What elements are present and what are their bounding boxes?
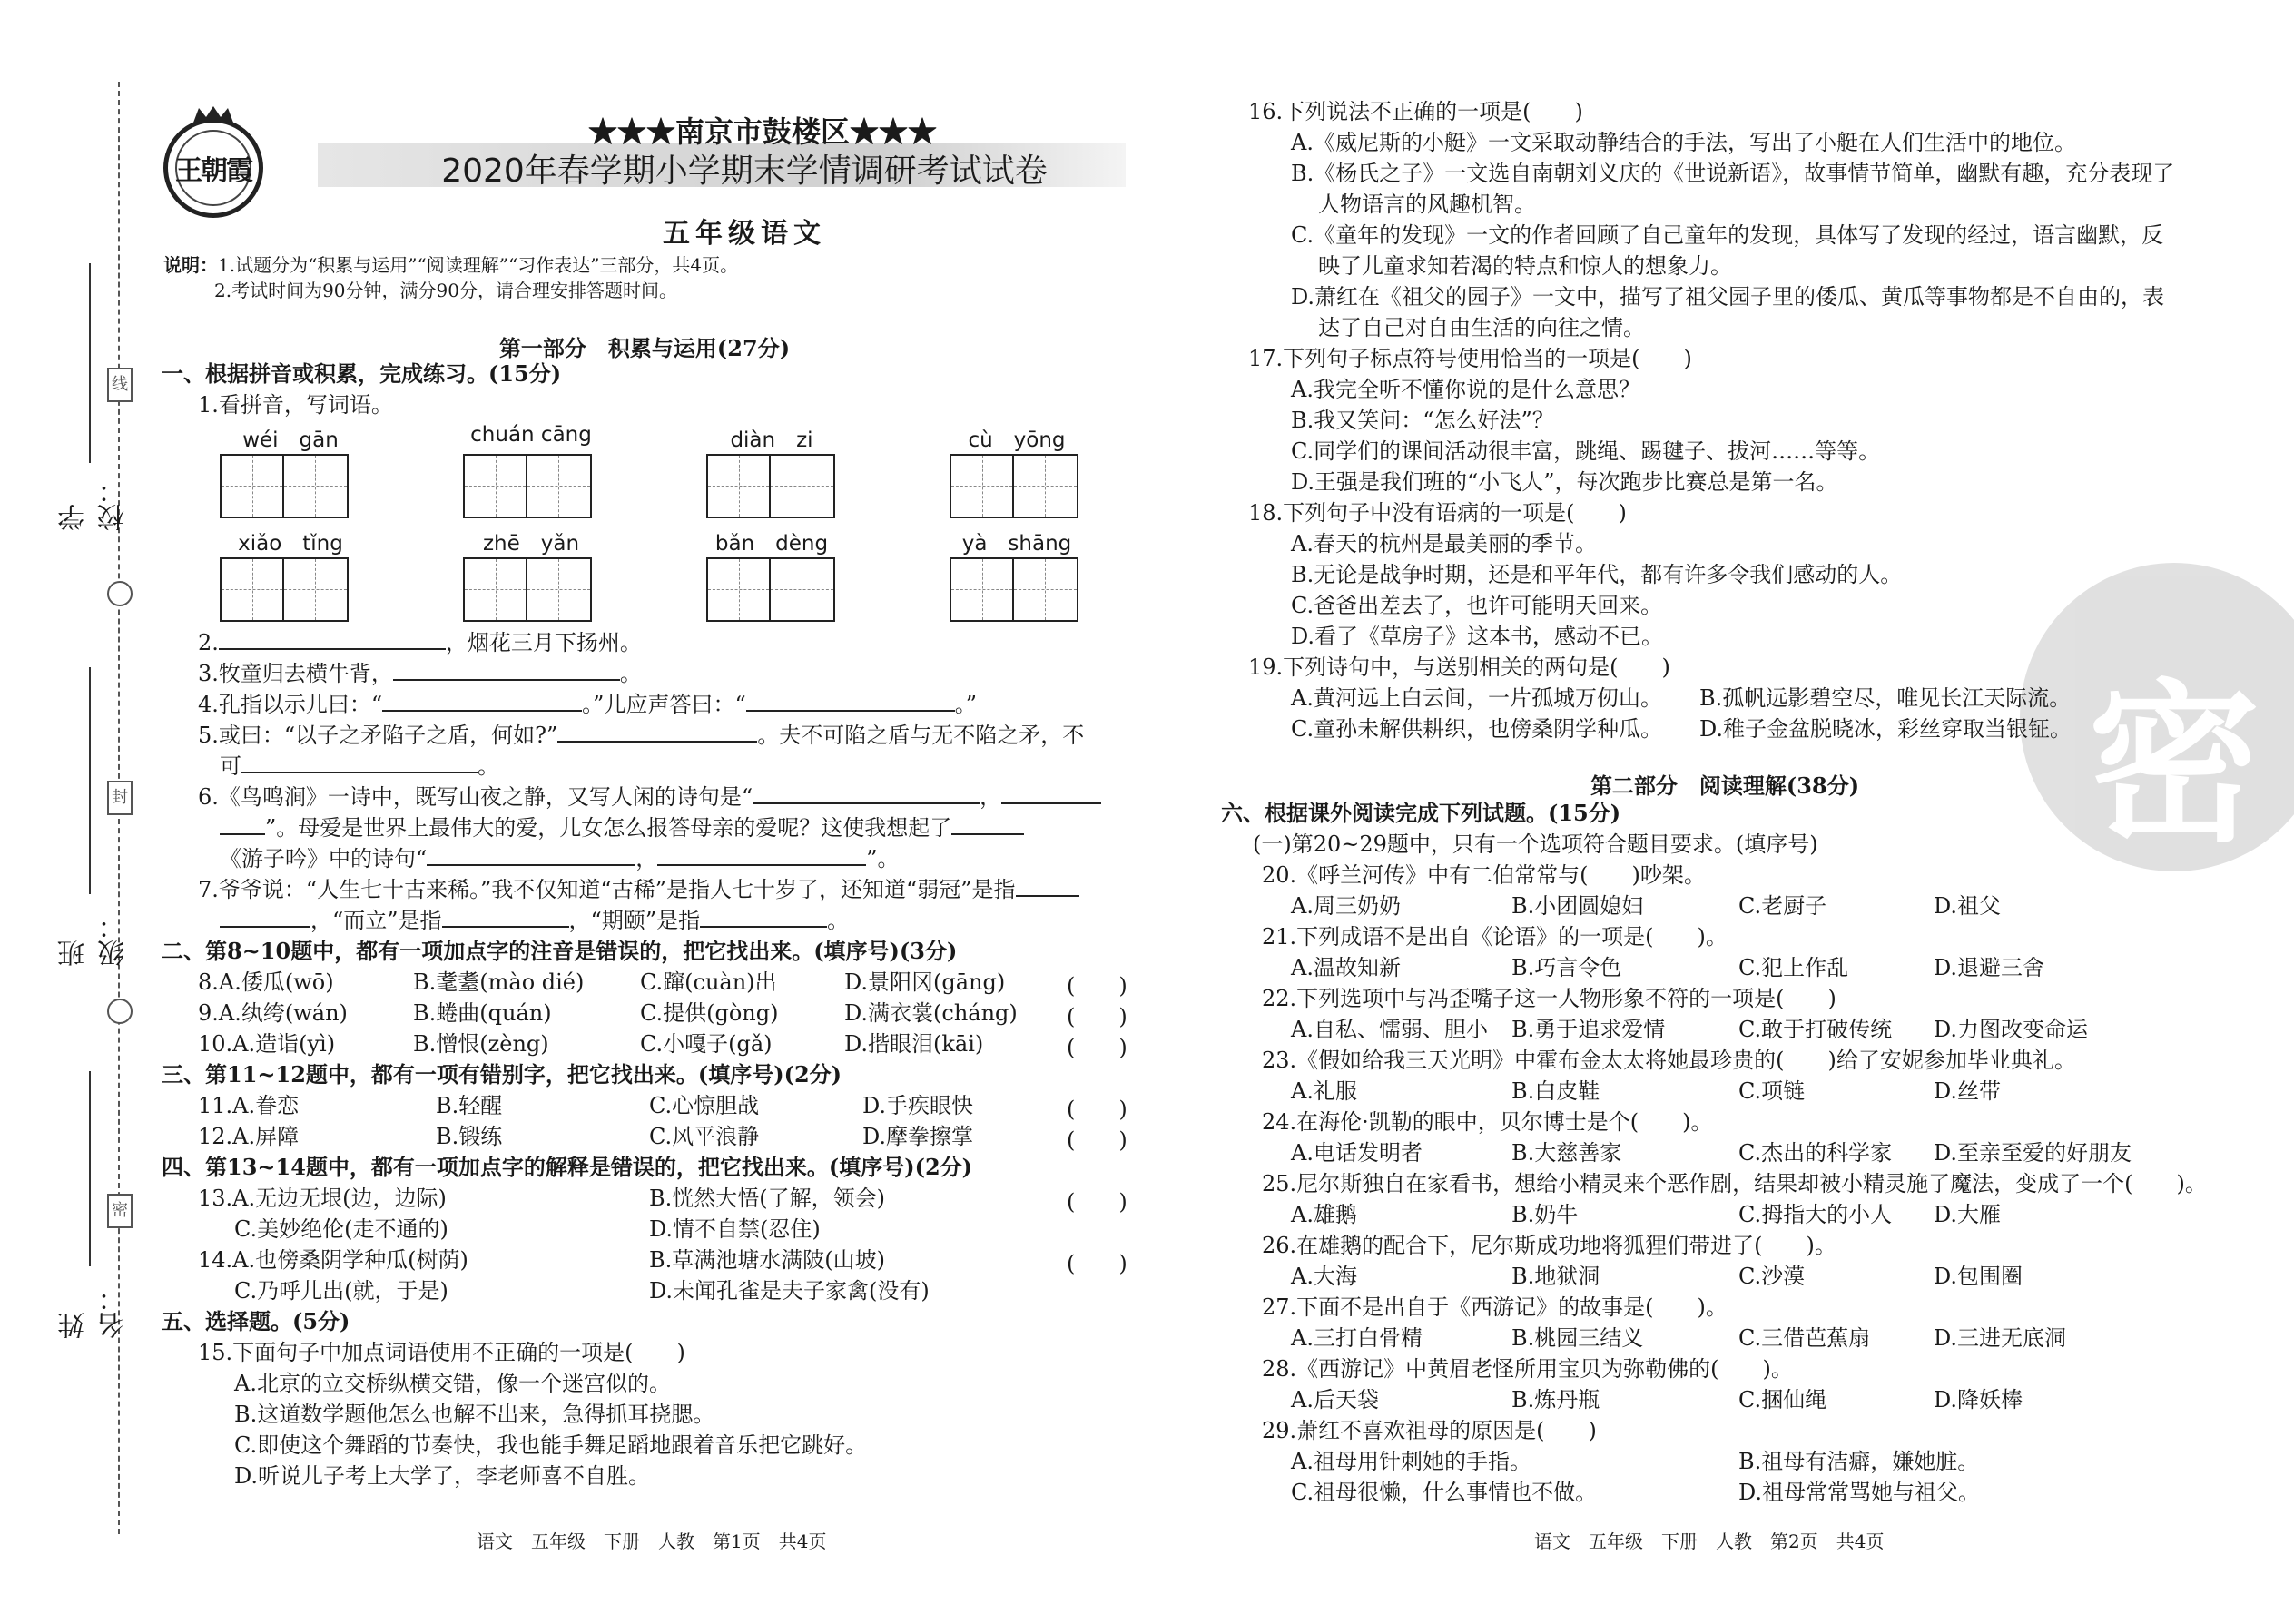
question-14-b: B.草满池塘水满陂(山坡) — [649, 1247, 885, 1273]
binding-hole — [107, 581, 133, 606]
question-2 — [198, 628, 642, 657]
question-23-b: B.白皮鞋 — [1511, 1078, 1600, 1104]
class-label: 班级： — [58, 912, 130, 967]
answer-blank[interactable] — [1016, 875, 1079, 897]
writing-grid[interactable] — [706, 454, 835, 518]
question-28: 28.《西游记》中黄眉老怪所用宝贝为弥勒佛的( )。 — [1262, 1356, 1793, 1382]
question-21: 21.下列成语不是出自《论语》的一项是( )。 — [1262, 924, 1728, 950]
answer-blank[interactable] — [746, 690, 955, 712]
district-title: ★★★南京市鼓楼区★★★ — [587, 114, 937, 149]
question-5-cont — [220, 752, 499, 781]
part1-title: 第一部分 积累与运用(27分) — [498, 335, 791, 361]
question-14-c: C.乃呼儿出(就，于是) — [234, 1278, 448, 1304]
answer-blank[interactable] — [557, 721, 757, 743]
publisher-logo — [163, 118, 263, 218]
answer-blank[interactable] — [219, 628, 446, 650]
question-18-b: B.无论是战争时期，还是和平年代，都有许多令我们感动的人。 — [1291, 562, 1903, 587]
question-6-cont — [220, 813, 1024, 842]
q5-text-b: 。夫不可陷之盾与无不陷之矛，不 — [757, 723, 1085, 748]
section-3-title: 三、第11~12题中，都有一项有错别字，把它找出来。(填序号)(2分) — [162, 1061, 842, 1088]
school-field[interactable] — [89, 263, 91, 463]
question-10-b: B.憎恨(zèng) — [413, 1031, 549, 1057]
question-13-d: D.情不自禁(忍住) — [649, 1216, 821, 1242]
q6-text-d: 《游子吟》中的诗句“ — [220, 846, 428, 871]
question-9-c: C.提供(gòng) — [640, 1000, 779, 1026]
question-25-c: C.拇指大的小人 — [1738, 1202, 1893, 1227]
writing-grid[interactable] — [706, 557, 835, 622]
answer-blank[interactable] — [393, 659, 620, 681]
question-27-b: B.桃园三结义 — [1511, 1325, 1644, 1351]
question-24: 24.在海伦·凯勒的眼中，贝尔博士是个( )。 — [1262, 1109, 1713, 1135]
question-13-b: B.恍然大悟(了解，领会) — [649, 1186, 885, 1211]
section-5-title: 五、选择题。(5分) — [162, 1308, 350, 1334]
question-16-b: B.《杨氏之子》一文选自南朝刘义庆的《世说新语》，故事情节简单，幽默有趣，充分表现了 — [1291, 161, 2175, 186]
question-25-b: B.奶牛 — [1511, 1202, 1579, 1227]
question-14-a: 14.A.也傍桑阴学种瓜(树荫) — [198, 1247, 468, 1273]
q4-text-a: 4.孔指以示儿曰：“ — [198, 692, 383, 717]
question-28-b: B.炼丹瓶 — [1511, 1387, 1600, 1412]
q3-end: 。 — [619, 661, 642, 686]
question-15-b: B.这道数学题他怎么也解不出来，急得抓耳挠腮。 — [234, 1402, 715, 1427]
crown-icon — [192, 104, 235, 124]
writing-grid[interactable] — [220, 557, 349, 622]
question-24-d: D.至亲至爱的好朋友 — [1934, 1140, 2132, 1166]
question-18-c: C.爸爸出差去了，也许可能明天回来。 — [1291, 593, 1663, 618]
q7-text-c: ，“期颐”是指 — [568, 908, 701, 933]
q5-text-c: 可 — [220, 753, 241, 779]
binding-strip — [0, 0, 159, 1624]
question-17-b: B.我又笑问：“怎么好法”？ — [1291, 408, 1554, 433]
question-29-d: D.祖母常常骂她与祖父。 — [1738, 1480, 1981, 1505]
question-27-c: C.三借芭蕉扇 — [1738, 1325, 1871, 1351]
question-3 — [198, 659, 642, 688]
question-10-c: C.小嘎子(gǎ) — [640, 1031, 773, 1057]
q2-text: ，烟花三月下扬州。 — [445, 630, 642, 655]
q6-text-a: 6.《鸟鸣涧》一诗中，既写山夜之静，又写人闲的诗句是“ — [198, 784, 753, 810]
name-label: 姓名： — [58, 1284, 130, 1339]
mark-xian: 线 — [107, 368, 133, 402]
answer-paren[interactable]: ( ) — [1067, 973, 1127, 999]
question-8-b: B.耄耋(mào dié) — [413, 969, 585, 995]
question-19: 19.下列诗句中，与送别相关的两句是( ) — [1248, 655, 1670, 680]
question-29-c: C.祖母很懒，什么事情也不做。 — [1291, 1480, 1598, 1505]
answer-blank[interactable] — [951, 813, 1024, 835]
question-14-d: D.未闻孔雀是夫子家禽(没有) — [649, 1278, 930, 1304]
writing-grid[interactable] — [950, 454, 1078, 518]
q4-text-b: 。”儿应声答曰：“ — [582, 692, 746, 717]
question-12-c: C.风平浪静 — [649, 1124, 760, 1149]
question-16-b-cont: 人物语言的风趣机智。 — [1318, 192, 1536, 217]
pinyin-6: zhē yǎn — [482, 532, 580, 556]
answer-blank[interactable] — [220, 906, 310, 928]
q7-text-d: 。 — [827, 908, 850, 933]
section-6-sub: (一)第20~29题中，只有一个选项符合题目要求。(填序号) — [1253, 832, 1818, 857]
pinyin-3: diàn zi — [730, 428, 813, 452]
question-29: 29.萧红不喜欢祖母的原因是( ) — [1262, 1418, 1597, 1443]
question-22-a: A.自私、懦弱、胆小 — [1291, 1017, 1488, 1042]
question-21-b: B.巧言令色 — [1511, 955, 1622, 980]
pinyin-1: wéi gān — [242, 428, 339, 452]
question-16-a: A.《威尼斯的小艇》一文采取动静结合的手法，写出了小艇在人们生活中的地位。 — [1291, 130, 2076, 155]
question-12-a: 12.A.屏障 — [198, 1124, 300, 1149]
answer-paren[interactable]: ( ) — [1067, 1189, 1127, 1215]
answer-blank[interactable] — [442, 906, 569, 928]
question-20-b: B.小团圆媳妇 — [1511, 893, 1644, 919]
question-24-a: A.电话发明者 — [1291, 1140, 1423, 1166]
question-20: 20.《呼兰河传》中有二伯常常与( )吵架。 — [1262, 862, 1706, 888]
question-21-a: A.温故知新 — [1291, 955, 1401, 980]
stamp-glyph: 密 — [2087, 663, 2260, 865]
pinyin-4: cù yōng — [968, 428, 1066, 452]
binding-hole — [107, 999, 133, 1024]
question-8-d: D.景阳冈(gāng) — [844, 969, 1006, 995]
instruction-2: 2.考试时间为90分钟，满分90分，请合理安排答题时间。 — [214, 280, 677, 301]
pinyin-8: yà shāng — [961, 532, 1072, 556]
logo-text: 王朝霞 — [175, 155, 251, 187]
footer-right: 语文 五年级 下册 人教 第2页 共4页 — [1534, 1530, 1885, 1552]
question-17-c: C.同学们的课间活动很丰富，跳绳、踢毽子、拔河……等等。 — [1291, 438, 1881, 464]
footer-left: 语文 五年级 下册 人教 第1页 共4页 — [477, 1530, 827, 1552]
question-6-cont2 — [220, 844, 900, 873]
question-5 — [198, 721, 1084, 750]
part2-title: 第二部分 阅读理解(38分) — [1590, 773, 1860, 799]
question-27-a: A.三打白骨精 — [1291, 1325, 1423, 1351]
question-28-d: D.降妖棒 — [1934, 1387, 2023, 1412]
section-1-title: 一、根据拼音或积累，完成练习。(15分) — [162, 360, 562, 387]
question-13-a: 13.A.无边无垠(边，边际) — [198, 1186, 447, 1211]
exam-title: 2020年春学期小学期末学情调研考试试卷 — [441, 153, 1048, 190]
q5-text-d: 。 — [478, 753, 499, 779]
q6-text-f: ”。 — [866, 846, 900, 871]
question-19-a: A.黄河远上白云间，一片孤城万仞山。 — [1291, 685, 1662, 711]
question-29-b: B.祖母有洁癖，嫌她脏。 — [1738, 1449, 1980, 1474]
answer-blank[interactable] — [753, 782, 980, 804]
mark-mi: 密 — [107, 1194, 133, 1228]
writing-grid[interactable] — [463, 557, 592, 622]
question-15-d: D.听说儿子考上大学了，李老师喜不自胜。 — [234, 1463, 651, 1489]
question-25-d: D.大雁 — [1934, 1202, 2002, 1227]
question-26: 26.在雄鹅的配合下，尼尔斯成功地将狐狸们带进了( )。 — [1262, 1233, 1836, 1258]
question-17: 17.下列句子标点符号使用恰当的一项是( ) — [1248, 346, 1692, 371]
question-22: 22.下列选项中与冯歪嘴子这一人物形象不符的一项是( ) — [1262, 986, 1836, 1011]
question-15: 15.下面句子中加点词语使用不正确的一项是( ) — [198, 1340, 685, 1365]
answer-paren[interactable]: ( ) — [1067, 1097, 1127, 1122]
answer-blank[interactable] — [427, 844, 635, 866]
answer-paren[interactable]: ( ) — [1067, 1035, 1127, 1060]
question-12-d: D.摩拳擦掌 — [862, 1124, 974, 1149]
instruction-1: 1.试题分为“积累与运用”“阅读理解”“习作表达”三部分，共4页。 — [218, 254, 739, 276]
question-22-d: D.力图改变命运 — [1934, 1017, 2089, 1042]
question-10-a: 10.A.造诣(yì) — [198, 1031, 336, 1057]
question-11-a: 11.A.眷恋 — [198, 1093, 300, 1118]
q4-text-c: 。” — [954, 692, 977, 717]
question-11-b: B.轻醒 — [436, 1093, 503, 1118]
question-19-d: D.稚子金盆脱晓冰，彩丝穿取当银钲。 — [1699, 716, 2072, 742]
q2-number: 2. — [198, 630, 219, 655]
question-27: 27.下面不是出自于《西游记》的故事是( )。 — [1262, 1294, 1728, 1320]
question-16: 16.下列说法不正确的一项是( ) — [1248, 99, 1583, 124]
question-16-c: C.《童年的发现》一文的作者回顾了自己童年的发现，具体写了发现的经过，语言幽默，反 — [1291, 222, 2164, 248]
question-17-d: D.王强是我们班的“小飞人”，每次跑步比赛总是第一名。 — [1291, 469, 1838, 495]
answer-blank[interactable] — [241, 752, 478, 773]
q6-comma2: ， — [635, 846, 658, 871]
question-4 — [198, 690, 977, 719]
question-28-c: C.捆仙绳 — [1738, 1387, 1827, 1412]
question-11-d: D.手疾眼快 — [862, 1093, 974, 1118]
question-23-c: C.项链 — [1738, 1078, 1806, 1104]
question-11-c: C.心惊胆战 — [649, 1093, 760, 1118]
pinyin-5: xiǎo tǐng — [238, 532, 343, 556]
q6-text-c: ”。母爱是世界上最伟大的爱，儿女怎么报答母亲的爱呢？这使我想起了 — [265, 815, 952, 841]
question-9-a: 9.A.纨绔(wán) — [198, 1000, 348, 1026]
question-19-b: B.孤帆远影碧空尽，唯见长江天际流。 — [1699, 685, 2072, 711]
question-8-c: C.蹿(cuàn)出 — [640, 969, 777, 995]
question-28-a: A.后天袋 — [1291, 1387, 1379, 1412]
writing-grid[interactable] — [950, 557, 1078, 622]
q6-comma: ， — [980, 784, 1002, 810]
question-18-a: A.春天的杭州是最美丽的季节。 — [1291, 531, 1597, 556]
name-field[interactable] — [89, 1071, 91, 1266]
question-25-a: A.雄鹅 — [1291, 1202, 1357, 1227]
q3-text: 3.牧童归去横牛背， — [198, 661, 393, 686]
question-10-d: D.揩眼泪(kāi) — [844, 1031, 984, 1057]
question-1: 1.看拼音，写词语。 — [198, 392, 393, 418]
question-26-d: D.包围圈 — [1934, 1264, 2023, 1289]
question-18-d: D.看了《草房子》这本书，感动不已。 — [1291, 624, 1664, 649]
question-26-b: B.地狱洞 — [1511, 1264, 1600, 1289]
q7-text-a: 7.爷爷说：“人生七十古来稀。”我不仅知道“古稀”是指人七十岁了，还知道“弱冠”是指 — [198, 877, 1016, 902]
question-8-a: 8.A.倭瓜(wō) — [198, 969, 334, 995]
school-label: 学校： — [58, 477, 130, 531]
answer-paren[interactable]: ( ) — [1067, 1251, 1127, 1276]
question-20-a: A.周三奶奶 — [1291, 893, 1401, 919]
section-4-title: 四、第13~14题中，都有一项加点字的解释是错误的，把它找出来。(填序号)(2分) — [162, 1154, 973, 1180]
question-16-c-cont: 映了儿童求知若渴的特点和惊人的想象力。 — [1318, 253, 1732, 279]
question-19-c: C.童孙未解供耕织，也傍桑阴学种瓜。 — [1291, 716, 1663, 742]
answer-blank[interactable] — [657, 844, 866, 866]
answer-paren[interactable]: ( ) — [1067, 1004, 1127, 1029]
question-20-c: C.老厨子 — [1738, 893, 1827, 919]
question-22-b: B.勇于追求爱情 — [1511, 1017, 1666, 1042]
question-21-c: C.犯上作乱 — [1738, 955, 1849, 980]
answer-blank[interactable] — [700, 906, 827, 928]
answer-paren[interactable]: ( ) — [1067, 1127, 1127, 1153]
subject-title: 五年级语文 — [663, 218, 826, 250]
question-24-b: B.大慈善家 — [1511, 1140, 1622, 1166]
question-20-d: D.祖父 — [1934, 893, 2002, 919]
question-22-c: C.敢于打破传统 — [1738, 1017, 1893, 1042]
question-16-d: D.萧红在《祖父的园子》一文中，描写了祖父园子里的倭瓜、黄瓜等事物都是不自由的，表 — [1291, 284, 2165, 310]
pinyin-7: bǎn dèng — [714, 532, 829, 556]
question-16-d-cont: 达了自己对自由生活的向往之情。 — [1318, 315, 1645, 340]
question-15-a: A.北京的立交桥纵横交错，像一个迷宫似的。 — [234, 1371, 671, 1396]
answer-blank[interactable] — [1001, 782, 1101, 804]
writing-grid[interactable] — [463, 454, 592, 518]
question-18: 18.下列句子中没有语病的一项是( ) — [1248, 500, 1627, 526]
question-6 — [198, 782, 1101, 812]
question-9-b: B.蜷曲(quán) — [413, 1000, 552, 1026]
question-26-a: A.大海 — [1291, 1264, 1357, 1289]
section-6-title: 六、根据课外阅读完成下列试题。(15分) — [1221, 800, 1621, 826]
question-12-b: B.锻练 — [436, 1124, 503, 1149]
question-21-d: D.退避三舍 — [1934, 955, 2045, 980]
pinyin-2: chuán cāng — [470, 423, 592, 447]
question-29-a: A.祖母用针刺她的手指。 — [1291, 1449, 1531, 1474]
q5-text-a: 5.或曰：“以子之矛陷子之盾，何如?” — [198, 723, 558, 748]
question-23-d: D.丝带 — [1934, 1078, 2002, 1104]
question-7 — [198, 875, 1079, 904]
question-26-c: C.沙漠 — [1738, 1264, 1806, 1289]
question-17-a: A.我完全听不懂你说的是什么意思？ — [1291, 377, 1640, 402]
question-13-c: C.美妙绝伦(走不通的) — [234, 1216, 448, 1242]
question-27-d: D.三进无底洞 — [1934, 1325, 2067, 1351]
mark-feng: 封 — [107, 781, 133, 815]
section-2-title: 二、第8~10题中，都有一项加点字的注音是错误的，把它找出来。(填序号)(3分) — [162, 938, 958, 964]
question-23-a: A.礼服 — [1291, 1078, 1357, 1104]
instructions-label: 说明： — [163, 254, 218, 276]
question-15-c: C.即使这个舞蹈的节奏快，我也能手舞足蹈地跟着音乐把它跳好。 — [234, 1432, 868, 1458]
q7-text-b: ，“而立”是指 — [310, 908, 442, 933]
question-25: 25.尼尔斯独自在家看书，想给小精灵来个恶作剧，结果却被小精灵施了魔法，变成了一个( )。 — [1262, 1171, 2207, 1196]
writing-grid[interactable] — [220, 454, 349, 518]
question-7-cont — [220, 906, 849, 935]
question-23: 23.《假如给我三天光明》中霍布金太太将她最珍贵的( )给了安妮参加毕业典礼。 — [1262, 1048, 2076, 1073]
class-field[interactable] — [89, 667, 91, 894]
question-9-d: D.满衣裳(cháng) — [844, 1000, 1018, 1026]
answer-blank[interactable] — [382, 690, 582, 712]
question-24-c: C.杰出的科学家 — [1738, 1140, 1893, 1166]
answer-blank[interactable] — [220, 813, 265, 835]
